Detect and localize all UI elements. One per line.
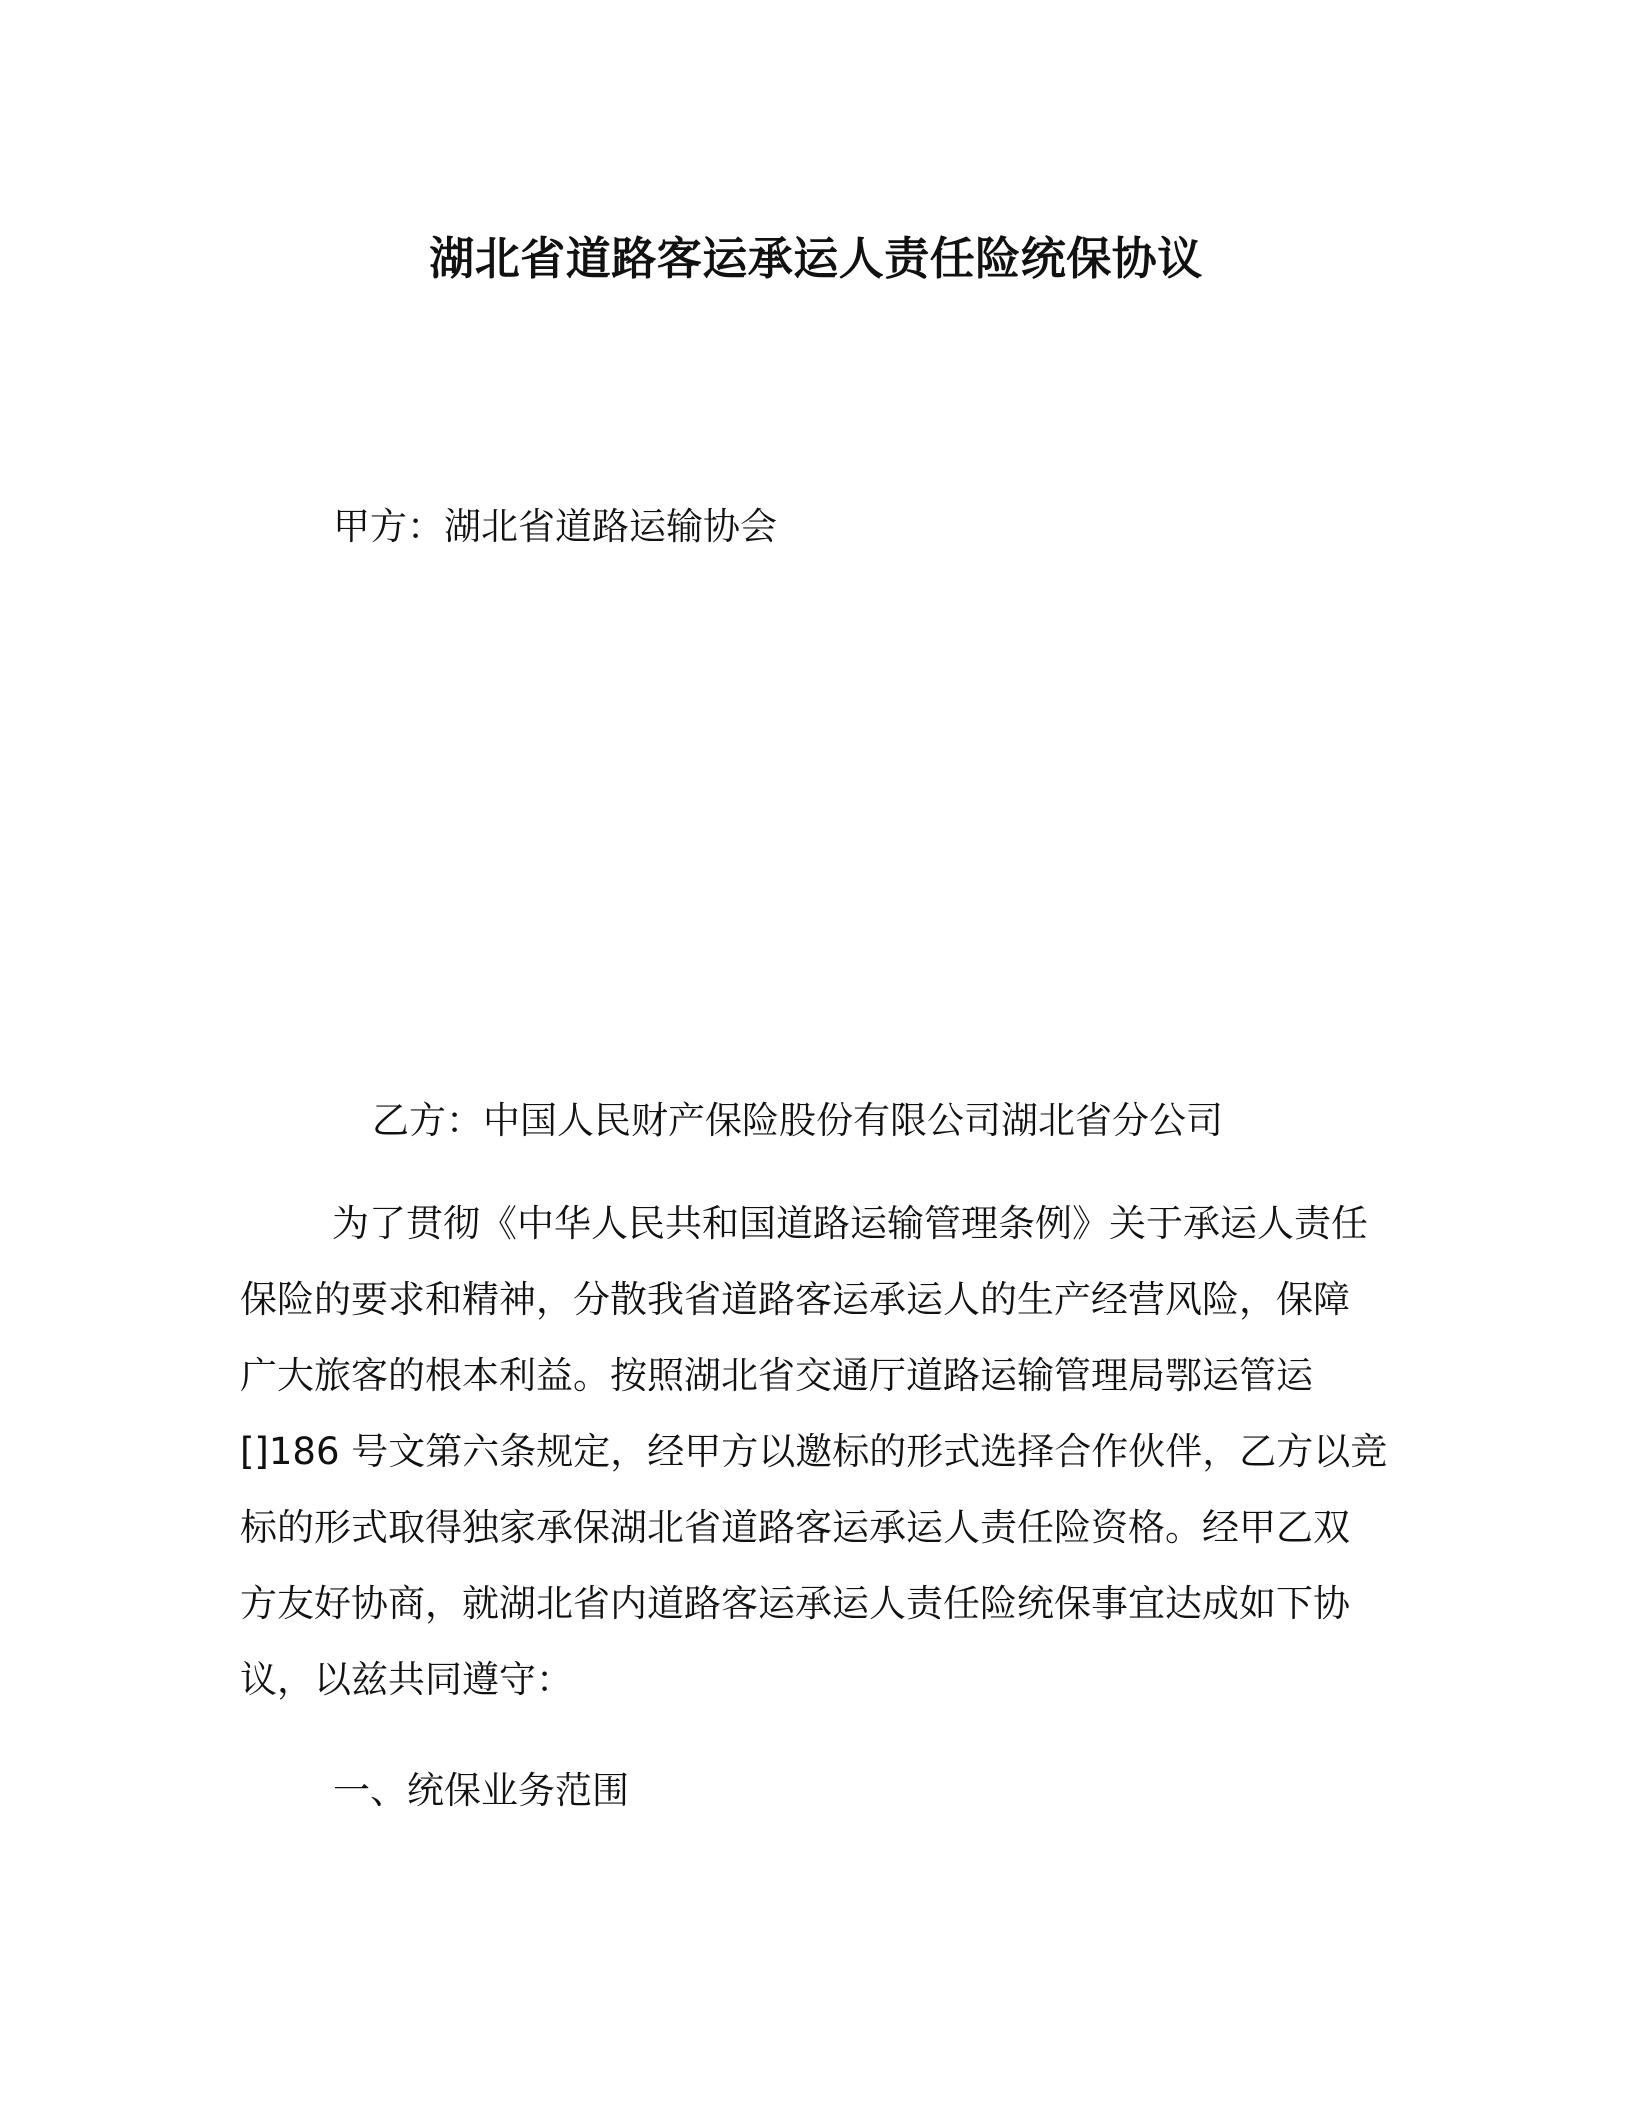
preamble-line: 为了贯彻《中华人民共和国道路运输管理条例》关于承运人责任 [332, 1202, 1368, 1245]
preamble-paragraph [240, 1186, 1388, 1718]
preamble-line: 广大旅客的根本利益。按照湖北省交通厅道路运输管理局鄂运管运 [240, 1354, 1313, 1397]
preamble-line: 保险的要求和精神，分散我省道路客运承运人的生产经营风险，保障 [240, 1278, 1350, 1321]
preamble-line: 方友好协商，就湖北省内道路客运承运人责任险统保事宜达成如下协 [240, 1582, 1350, 1625]
document-title: 湖北省道路客运承运人责任险统保协议 [429, 232, 1203, 285]
preamble-line: 议，以兹共同遵守： [240, 1658, 573, 1701]
party-b-line: 乙方：中国人民财产保险股份有限公司湖北省分公司 [372, 1099, 1223, 1142]
preamble-line: 标的形式取得独家承保湖北省道路客运承运人责任险资格。经甲乙双 [240, 1506, 1350, 1549]
preamble-line: []186 号文第六条规定，经甲方以邀标的形式选择合作伙伴，乙方以竞 [240, 1430, 1388, 1473]
section-heading: 一、统保业务范围 [333, 1769, 629, 1812]
party-a-line: 甲方：湖北省道路运输协会 [333, 505, 777, 548]
